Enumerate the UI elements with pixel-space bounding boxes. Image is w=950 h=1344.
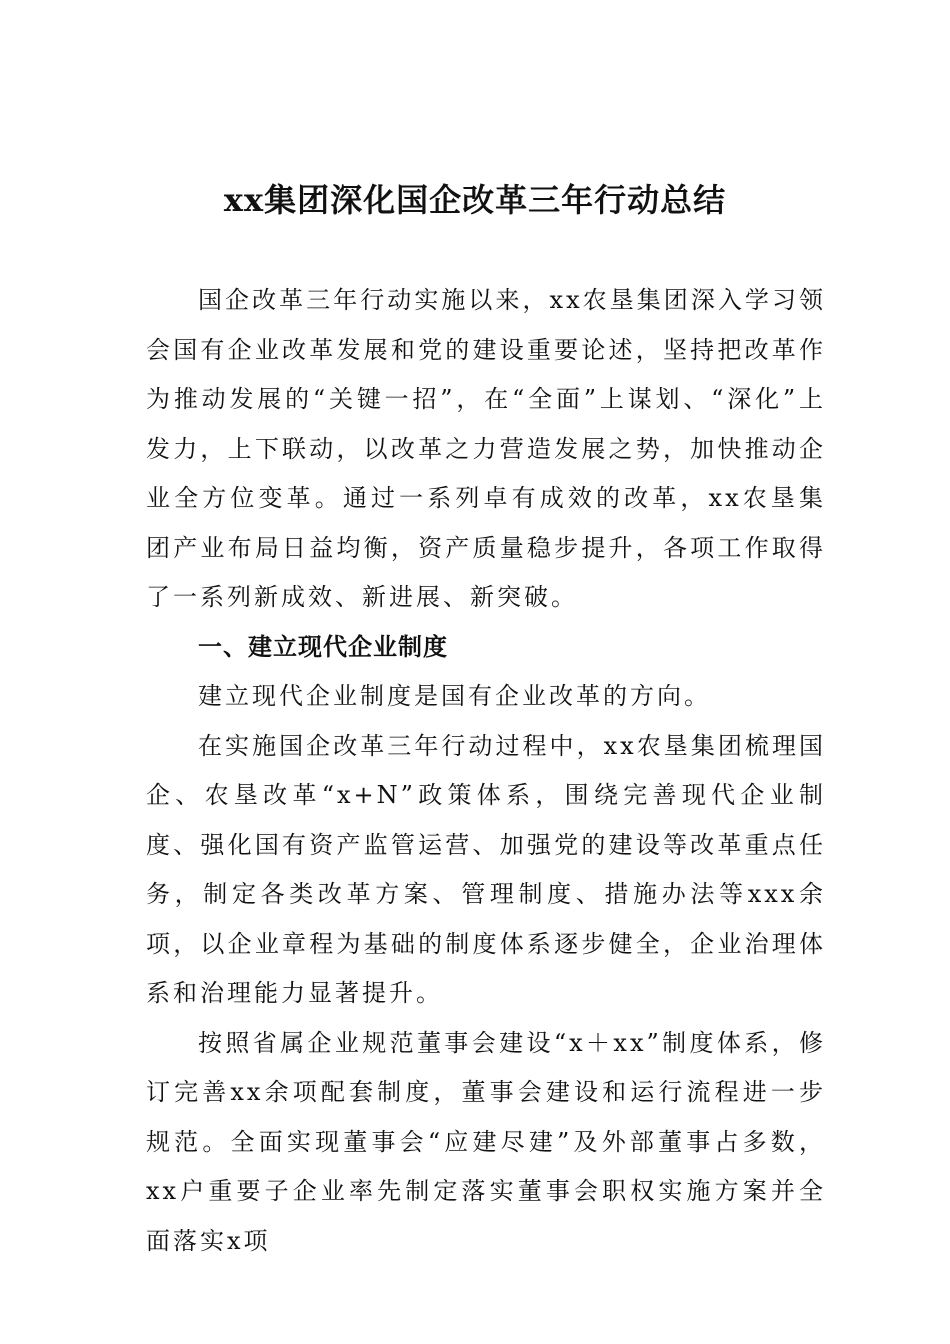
intro-paragraph: 国企改革三年行动实施以来，xx农垦集团深入学习领会国有企业改革发展和党的建设重要论述，坚持把改革作为推动发展的“关键一招”，在“全面”上谋划、“深化”上发力，上下联动，以改革之力营造发展之势，加快推动企业全方位变革。通过一系列卓有成效的改革，xx农垦集团产业布局日益均衡，资产质量稳步提升，各项工作取得了一系列新成效、新进展、新突破。 (146, 286, 826, 611)
document-body (146, 276, 826, 1266)
document-title: xx集团深化国企改革三年行动总结 (223, 181, 727, 219)
section-heading: 一、建立现代企业制度 (198, 632, 448, 661)
body-paragraph-board: 按照省属企业规范董事会建设“x＋xx”制度体系，修订完善xx余项配套制度，董事会建设和运行流程进一步规范。全面实现董事会“应建尽建”及外部董事占多数，xx户重要子企业率先制定落实董事会职权实施方案并全面落实x项 (146, 1028, 826, 1255)
section-lead-paragraph: 建立现代企业制度是国有企业改革的方向。 (198, 682, 711, 710)
body-paragraph-policy: 在实施国企改革三年行动过程中，xx农垦集团梳理国企、农垦改革“x+N”政策体系，围绕完善现代企业制度、强化国有资产监管运营、加强党的建设等改革重点任务，制定各类改革方案、管理制度、措施办法等xxx余项，以企业章程为基础的制度体系逐步健全，企业治理体系和治理能力显著提升。 (146, 731, 826, 1007)
